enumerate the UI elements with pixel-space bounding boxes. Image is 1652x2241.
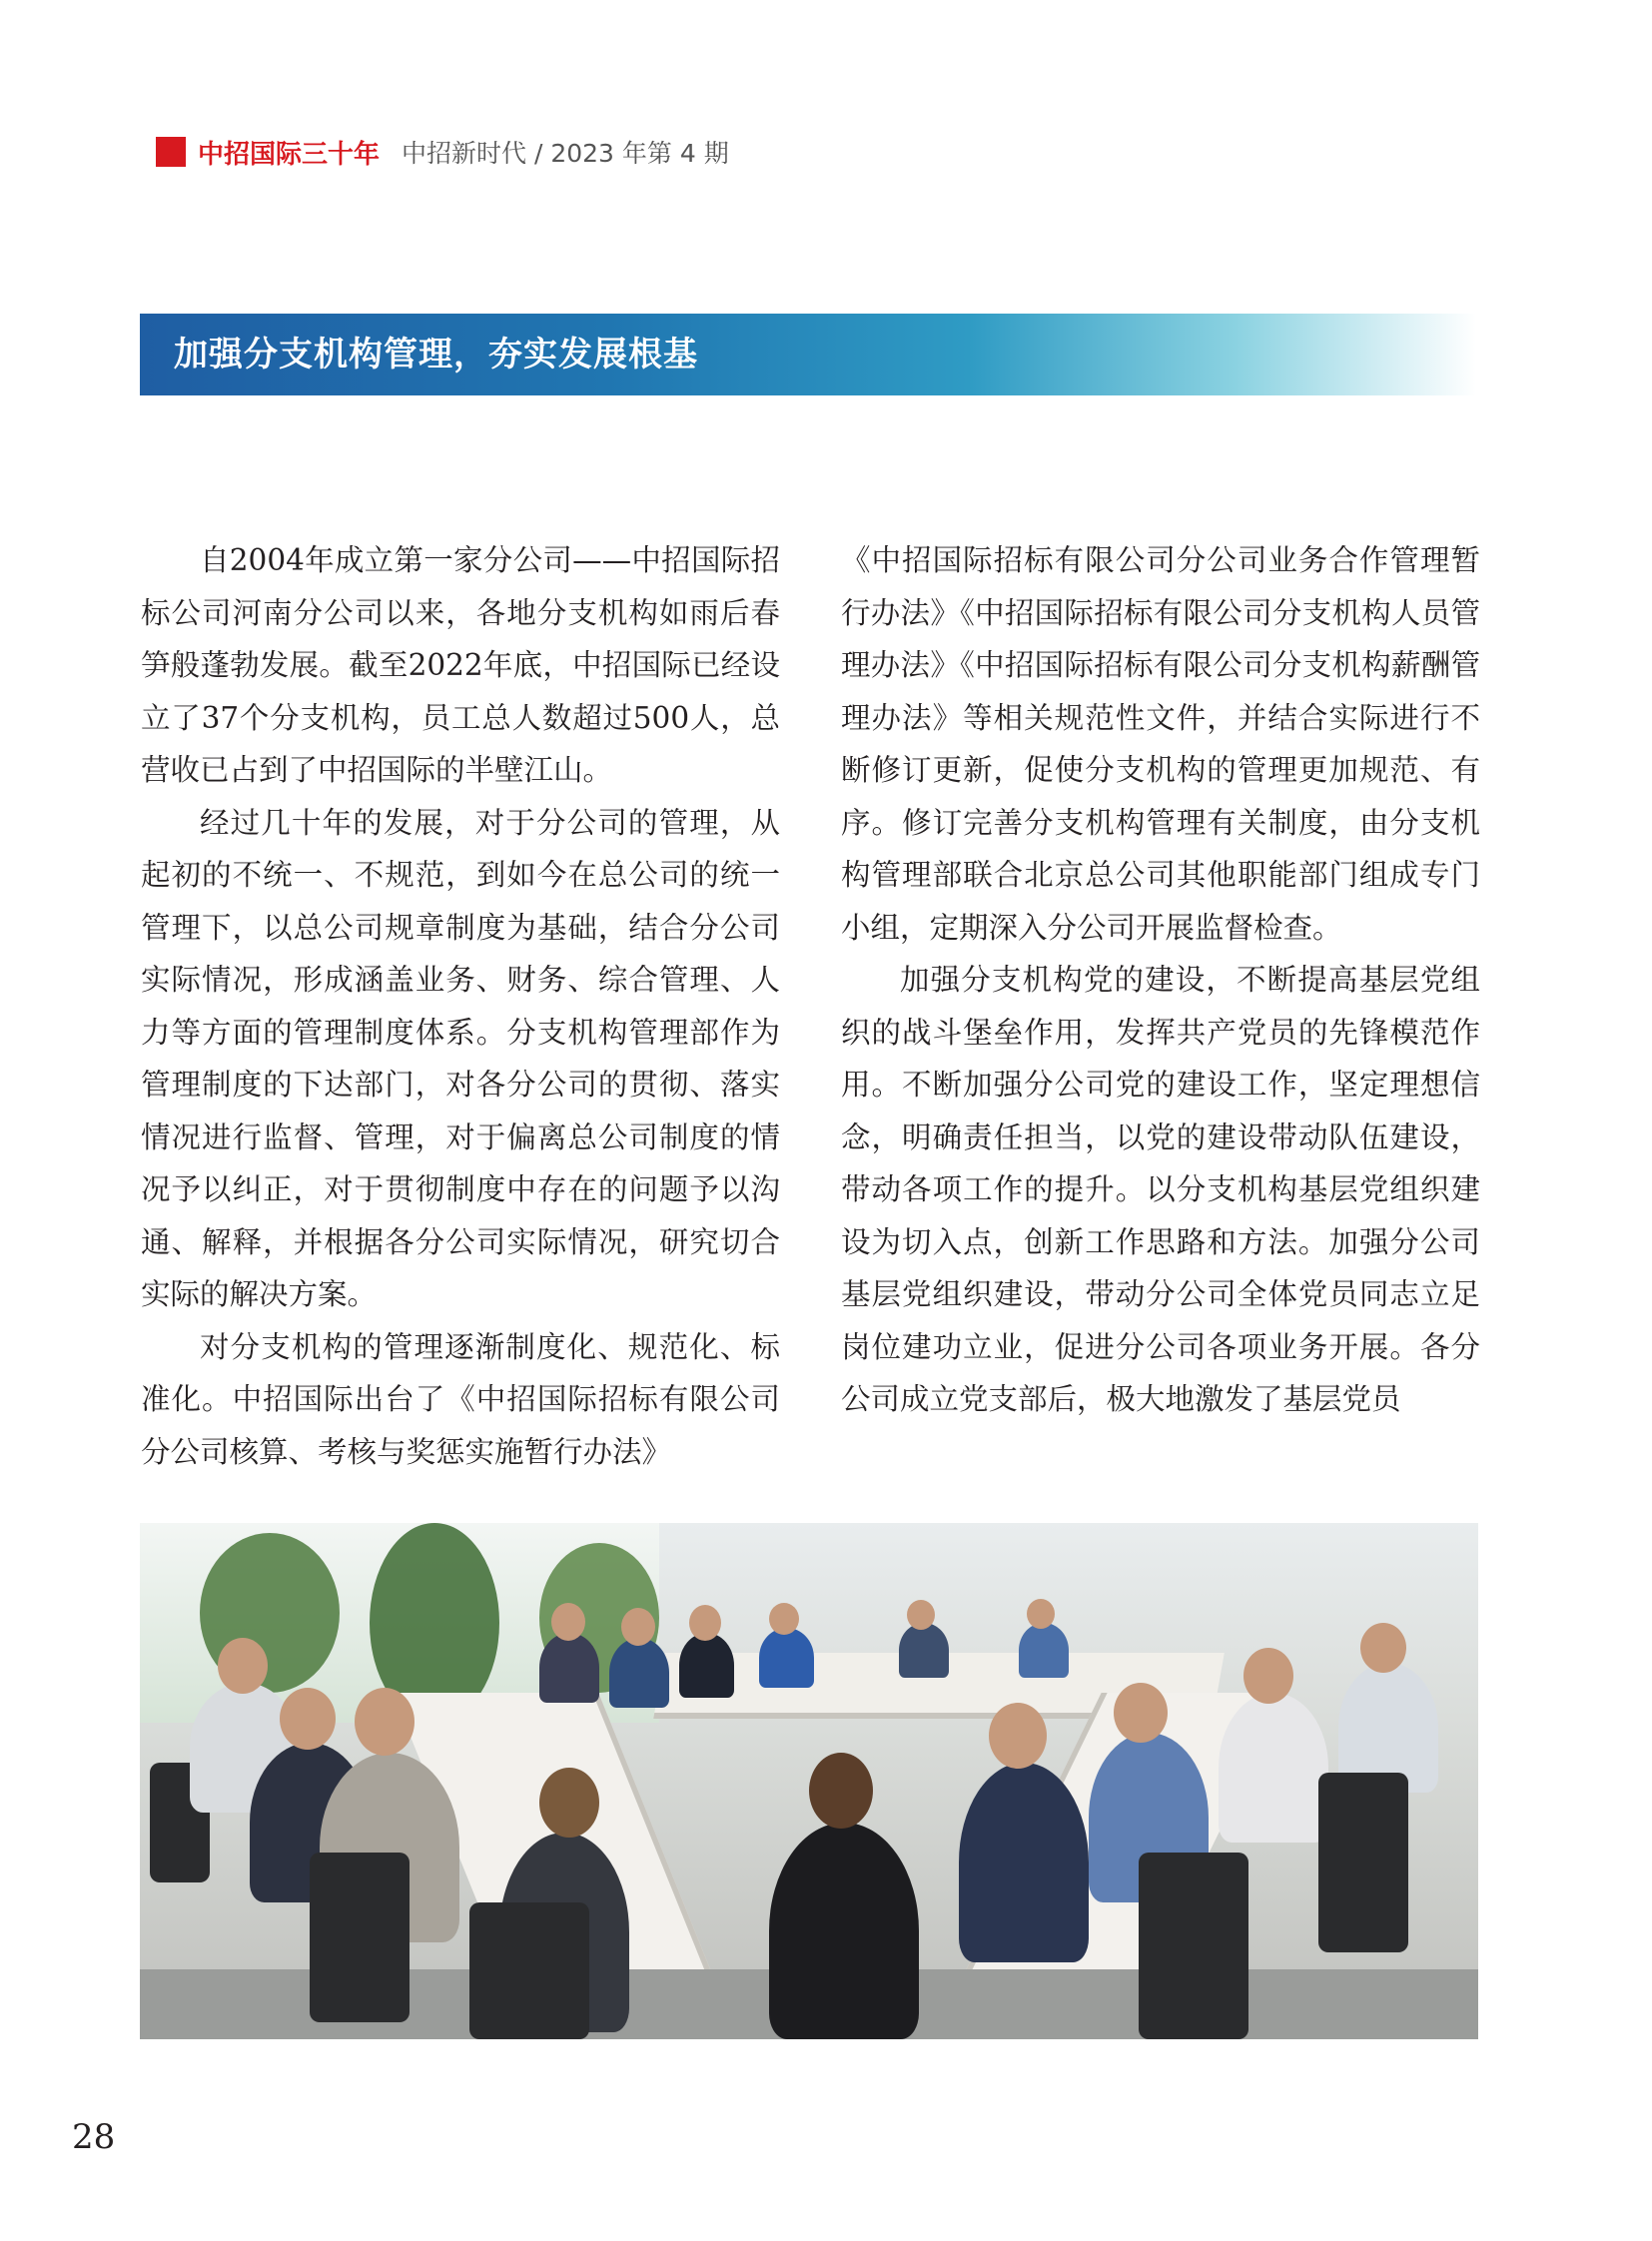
paragraph: 加强分支机构党的建设，不断提高基层党组织的战斗堡垒作用，发挥共产党员的先锋模范作用。不断加强分公司党的建设工作，坚定理想信念，明确责任担当，以党的建设带动队伍建设，带动各项工作的提升。以分支机构基层党组织建设为切入点，创新工作思路和方法。加强分公司基层党组织建设，带动分公司全体党员同志立足岗位建功立业，促进分公司各项业务开展。各分公司成立党支部后，极大地激发了基层党员: [841, 963, 1480, 1416]
photo-person-head: [809, 1753, 873, 1829]
article-column-left: [141, 534, 780, 1478]
photo-person: [679, 1633, 734, 1698]
photo-person: [899, 1623, 949, 1678]
photo-person-head: [280, 1688, 336, 1750]
photo-person: [1219, 1693, 1328, 1843]
photo-person-head: [907, 1600, 935, 1630]
photo-person-head: [355, 1688, 414, 1756]
photo-person-head: [218, 1638, 268, 1694]
photo-person: [959, 1763, 1089, 1962]
photo-person-head: [539, 1768, 599, 1838]
running-header: [156, 132, 729, 172]
paragraph-continuation: 《中招国际招标有限公司分公司业务合作管理暂行办法》《中招国际招标有限公司分支机构人员管理办法》《中招国际招标有限公司分支机构薪酬管理办法》等相关规范性文件，并结合实际进行不断修订更新，促使分支机构的管理更加规范、有序。修订完善分支机构管理有关制度，由分支机构管理部联合北京总公司其他职能部门组成专门小组，定期深入分公司开展监督检查。: [841, 543, 1480, 945]
photo-chair: [1318, 1773, 1408, 1952]
photo-person-head: [1360, 1623, 1406, 1673]
photo-person-head: [621, 1608, 655, 1646]
red-square-marker: [156, 137, 186, 167]
photo-chair: [1139, 1853, 1248, 2039]
page-number: 28: [72, 2117, 116, 2157]
paragraph: 对分支机构的管理逐渐制度化、规范化、标准化。中招国际出台了《中招国际招标有限公司分公司核算、考核与奖惩实施暂行办法》: [141, 1329, 780, 1469]
paragraph: 经过几十年的发展，对于分公司的管理，从起初的不统一、不规范，到如今在总公司的统一管理下，以总公司规章制度为基础，结合分公司实际情况，形成涵盖业务、财务、综合管理、人力等方面的管理制度体系。分支机构管理部作为管理制度的下达部门，对各分公司的贯彻、落实情况进行监督、管理，对于偏离总公司制度的情况予以纠正，对于贯彻制度中存在的问题予以沟通、解释，并根据各分公司实际情况，研究切合实际的解决方案。: [141, 805, 780, 1311]
article-column-right: [841, 534, 1480, 1426]
photo-person-head: [1027, 1599, 1055, 1629]
photo-chair: [469, 1902, 589, 2039]
photo-chair: [310, 1853, 410, 2022]
photo-person-head: [989, 1703, 1047, 1769]
photo-person: [609, 1638, 669, 1708]
photo-person: [769, 1823, 919, 2039]
issue-info: 中招新时代 / 2023 年第 4 期: [402, 139, 729, 168]
section-heading: 加强分支机构管理，夯实发展根基: [174, 335, 698, 374]
photo-person: [759, 1628, 814, 1688]
meeting-room-photo: [140, 1523, 1478, 2039]
section-banner: [140, 314, 1476, 395]
photo-person-head: [689, 1605, 721, 1641]
photo-person-head: [769, 1603, 799, 1635]
photo-person-head: [551, 1603, 585, 1641]
photo-person-head: [1114, 1683, 1168, 1743]
photo-person-head: [1243, 1648, 1293, 1704]
photo-person: [539, 1633, 599, 1703]
photo-person: [1019, 1623, 1069, 1678]
paragraph: 自2004年成立第一家分公司——中招国际招标公司河南分公司以来，各地分支机构如雨后春笋般蓬勃发展。截至2022年底，中招国际已经设立了37个分支机构，员工总人数超过500人，总营收已占到了中招国际的半壁江山。: [141, 543, 780, 787]
section-title: 中招国际三十年: [198, 139, 381, 170]
